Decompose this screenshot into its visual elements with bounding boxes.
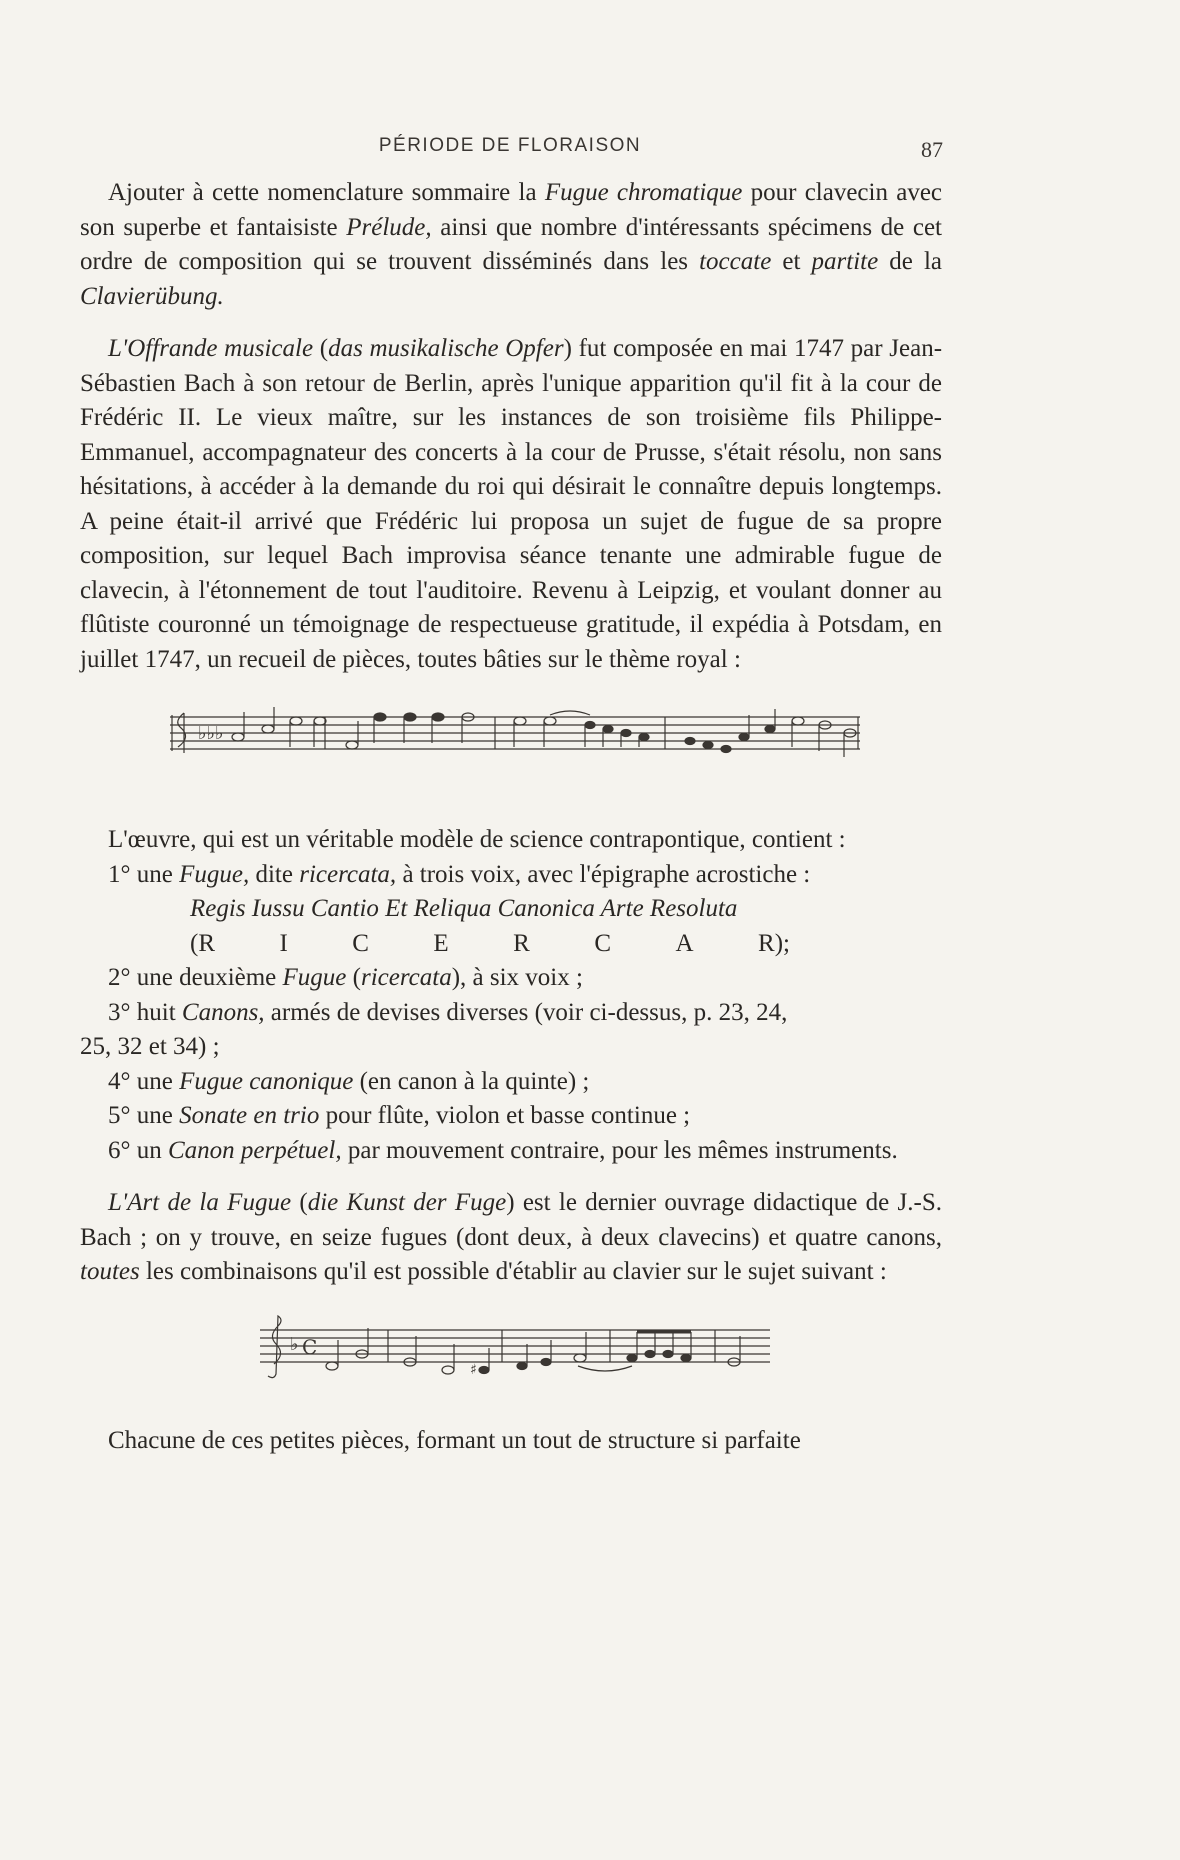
body-text	[80, 176, 942, 1458]
art-of-fugue-staff	[260, 1314, 780, 1394]
text-run: armés de devises diverses (voir ci-dessus, p. 23, 24,	[264, 998, 788, 1026]
svg-text:♯: ♯	[470, 1361, 477, 1378]
title-ricercata: ricercata,	[299, 860, 397, 888]
title-prelude: Prélude,	[346, 213, 432, 241]
text-run: (en canon à la quinte) ;	[353, 1067, 590, 1095]
text-run: ) est le dernier ouvrage didactique de J.-S. Bach ; on y trouve, en seize fugues (dont deux, à deux clavecins) et quatre canons,	[80, 1189, 942, 1251]
text-run: à trois voix, avec l'épigraphe acrostiche :	[396, 860, 811, 888]
title-partite: partite	[811, 248, 879, 275]
running-head: PÉRIODE DE FLORAISON	[378, 135, 642, 156]
text-run: (	[346, 964, 361, 991]
title-fugue-chromatique: Fugue chromatique	[544, 179, 743, 206]
list-item-5	[80, 1099, 942, 1134]
title-toccate: toccate	[699, 248, 772, 275]
text-run: 6° un	[108, 1136, 168, 1164]
acrostic-letter: C	[352, 929, 369, 957]
text-run: 2° une deuxième	[108, 964, 283, 991]
text-run: ainsi que nombre d'intéressants spécimens de cet ordre de composition qui se trouvent disséminés dans les	[80, 213, 942, 275]
text-run: dite	[249, 860, 300, 888]
acrostic-letter: A	[675, 929, 694, 957]
acrostic-letter: R);	[758, 929, 790, 957]
text-run: 3° huit	[108, 998, 182, 1026]
paragraph-musical-offering	[80, 332, 942, 677]
paragraph-oeuvre-contents: L'œuvre, qui est un véritable modèle de science contrapontique, contient :	[108, 826, 846, 853]
list-item-4	[80, 1065, 942, 1100]
acrostic-letter: (R	[190, 929, 215, 957]
text-run: ), à six voix ;	[451, 964, 583, 991]
text-run: ) fut composée en mai 1747 par Jean-Sébastien Bach à son retour de Berlin, après l'unique apparition qu'il fit à la cour de Frédéric II. Le vieux maître, sur les instances de son troisième fils Philippe-Emmanuel, accompagnateur des concerts à la cour de Prusse, s'était résolu, non sans hésitations, à accéder à la demande du roi qui désirait le connaître depuis longtemps. A peine était-il arrivé que Frédéric lui proposa un sujet de fugue de sa propre composition, sur lequel Bach improvisa séance tenante une admirable fugue de clavecin, à l'étonnement de tout l'auditoire. Revenu à Leipzig, et voulant donner au flûtiste couronné un témoignage de respectueuse gratitude, il expédia à Potsdam, en juillet 1747, un recueil de pièces, toutes bâties sur le thème royal :	[80, 335, 943, 673]
text-run: pour clavecin avec son superbe et fantaisiste	[80, 179, 943, 241]
text-run: de la	[878, 248, 942, 275]
list-item-3	[80, 996, 942, 1031]
list-item-1	[80, 858, 942, 893]
text-run: et	[771, 248, 812, 275]
svg-text:♭: ♭	[290, 1333, 299, 1355]
text-run: (	[291, 1189, 308, 1216]
list-item-2	[80, 961, 942, 996]
title-clavieruebung: Clavierübung.	[80, 282, 224, 310]
title-fugue: Fugue	[282, 964, 347, 991]
acrostic-letter: C	[594, 929, 612, 957]
title-offrande-musicale: L'Offrande musicale	[108, 335, 314, 362]
acrostic-letter: E	[433, 929, 449, 957]
paragraph-art-of-fugue	[80, 1186, 942, 1290]
title-canons: Canons,	[181, 998, 265, 1026]
text-run: par mouvement contraire, pour les mêmes instruments.	[341, 1136, 898, 1164]
title-kunst-der-fuge: die Kunst der Fuge	[307, 1189, 507, 1216]
list-item-3-continuation: 25, 32 et 34) ;	[80, 1033, 220, 1060]
list-item-6	[80, 1134, 942, 1169]
svg-text:♭♭♭: ♭♭♭	[198, 723, 224, 744]
page-number: 87	[921, 137, 943, 162]
text-run: 1° une	[108, 860, 180, 888]
title-art-de-la-fugue: L'Art de la Fugue	[108, 1189, 292, 1216]
text-run: pour flûte, violon et basse continue ;	[319, 1102, 691, 1129]
title-ricercata: ricercata	[360, 964, 452, 991]
svg-text:C: C	[302, 1334, 318, 1359]
text-run: les combinaisons qu'il est possible d'établir au clavier sur le sujet suivant :	[139, 1258, 887, 1285]
text-run: 4° une	[108, 1067, 180, 1095]
text-run: (	[313, 335, 329, 362]
paragraph-closing: Chacune de ces petites pièces, formant un tout de structure si parfaite	[108, 1426, 801, 1454]
emphasis-toutes: toutes	[80, 1258, 140, 1285]
paragraph-chromatic-fugue	[80, 176, 942, 314]
title-canon-perpetuel: Canon perpétuel,	[168, 1136, 342, 1164]
music-example-royal-theme	[80, 707, 942, 797]
title-fugue: Fugue,	[179, 860, 250, 888]
acrostic-letter: R	[513, 929, 530, 957]
page-header	[80, 135, 943, 165]
acrostic-ricercar	[80, 927, 790, 962]
title-fugue-canonique: Fugue canonique	[179, 1067, 354, 1095]
epigraph-regis-iussu: Regis Iussu Cantio Et Reliqua Canonica Arte Resoluta	[190, 895, 738, 922]
music-example-art-of-fugue-subject	[80, 1314, 942, 1398]
text-run: Ajouter à cette nomenclature sommaire la	[108, 179, 545, 206]
title-sonate-en-trio: Sonate en trio	[179, 1102, 320, 1129]
acrostic-letter: I	[279, 929, 288, 957]
text-run: 5° une	[108, 1102, 180, 1129]
title-musikalische-opfer: das musikalische Opfer	[328, 335, 564, 362]
royal-theme-staff	[170, 707, 870, 787]
